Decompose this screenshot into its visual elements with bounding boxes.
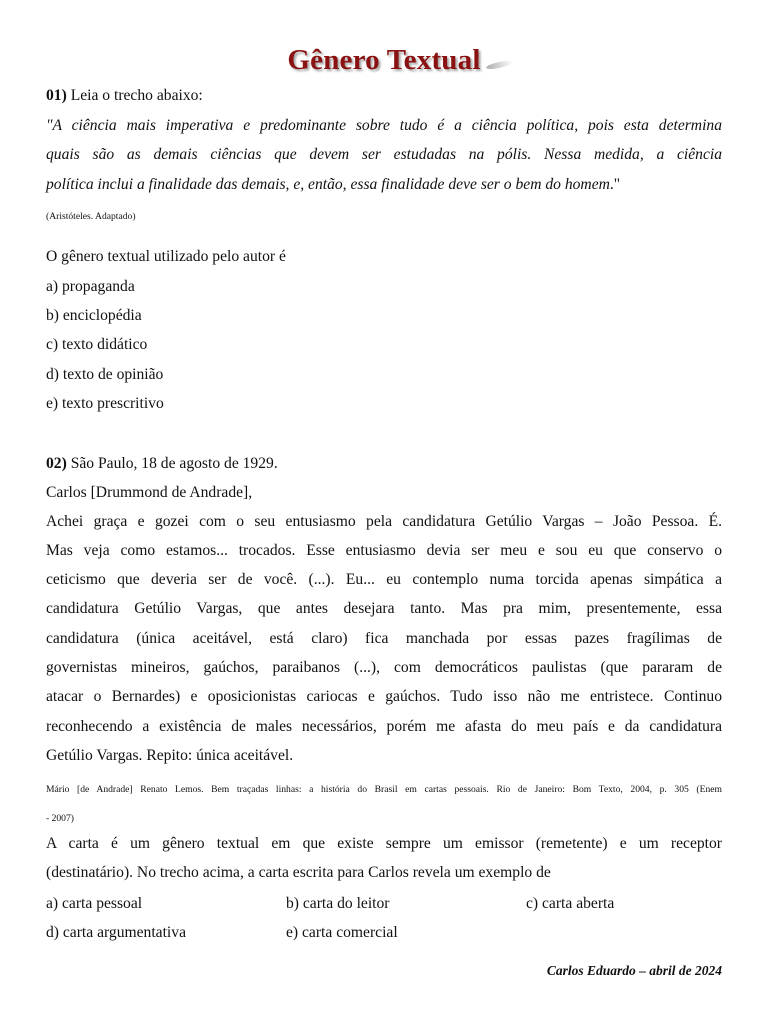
question-1-intro: 01) Leia o trecho abaixo: [46,87,203,104]
quote-line-3-text: política inclui a finalidade das demais, e, então, essa finalidade deve ser o bem do homem [46,176,610,193]
question-2-option-e: e) carta comercial [286,924,398,941]
letter-line-3: ceticismo que deveria ser de você. (...). Eu... eu contemplo numa torcida apenas simpática a [46,571,722,588]
letter-line-2: Mas veja como estamos... trocados. Esse entusiasmo devia ser meu e sou eu que conservo o [46,542,722,559]
question-1-option-d: d) texto de opinião [46,366,164,383]
letter-salutation: Carlos [Drummond de Andrade], [46,484,253,501]
letter-line-9: Getúlio Vargas. Repito: única aceitável. [46,747,294,764]
quote-line-3 [46,175,722,195]
question-1-option-a: a) propaganda [46,278,135,295]
question-1-option-e: e) texto prescritivo [46,395,164,412]
question-2-option-b: b) carta do leitor [286,895,390,912]
question-1-instruction: Leia o trecho abaixo: [66,87,203,104]
letter-line-7: atacar o Bernardes) e oposicionistas cariocas e gaúchos. Tudo isso não me entristece. Continuo [46,688,722,705]
page-title: Gênero Textual [287,44,481,76]
quote-end: ." [609,176,621,193]
quote-line-2: quais são as demais ciências que devem ser estudadas na pólis. Nessa medida, a ciência [46,146,722,163]
question-1-option-b: b) enciclopédia [46,307,142,324]
question-2-option-c: c) carta aberta [526,895,615,912]
question-2-number: 02 [46,455,62,472]
question-2-option-d: d) carta argumentativa [46,924,186,941]
letter-source-line-1: Mário [de Andrade] Renato Lemos. Bem traçadas linhas: a história do Brasil em cartas pessoais. Rio de Janeiro: Bom Texto, 2004, p. 305 (Enem [46,784,722,795]
question-2-header: 02) São Paulo, 18 de agosto de 1929. [46,455,278,472]
letter-line-8: reconhecendo a existência de males necessários, porém me afasta do meu país e da candidatura [46,718,722,735]
question-1-number: 01 [46,87,62,104]
quote-source: (Aristóteles. Adaptado) [46,211,136,222]
question-1-option-c: c) texto didático [46,336,148,353]
letter-line-5: candidatura (única aceitável, está claro) fica manchada por essas pazes fragílimas de [46,630,722,647]
question-2-prompt-line-2: (destinatário). No trecho acima, a carta escrita para Carlos revela um exemplo de [46,864,551,881]
question-1-prompt: O gênero textual utilizado pelo autor é [46,248,286,265]
letter-line-1: Achei graça e gozei com o seu entusiasmo pela candidatura Getúlio Vargas – João Pessoa. É. [46,513,722,530]
letter-line-6: governistas mineiros, gaúchos, paraibanos (...), com democráticos paulistas (que pararam de [46,659,722,676]
author-footer: Carlos Eduardo – abril de 2024 [546,963,722,978]
quote-line-1: "A ciência mais imperativa e predominante sobre tudo é a ciência política, pois esta determina [46,117,722,134]
question-2-option-a: a) carta pessoal [46,895,143,912]
letter-line-4: candidatura Getúlio Vargas, que antes desejara tanto. Mas pra mim, presentemente, essa [46,600,722,617]
question-2-prompt-line-1: A carta é um gênero textual em que existe sempre um emissor (remetente) e um receptor [46,835,722,852]
letter-source-line-2: - 2007) [46,813,74,824]
letter-date: São Paulo, 18 de agosto de 1929. [66,455,278,472]
